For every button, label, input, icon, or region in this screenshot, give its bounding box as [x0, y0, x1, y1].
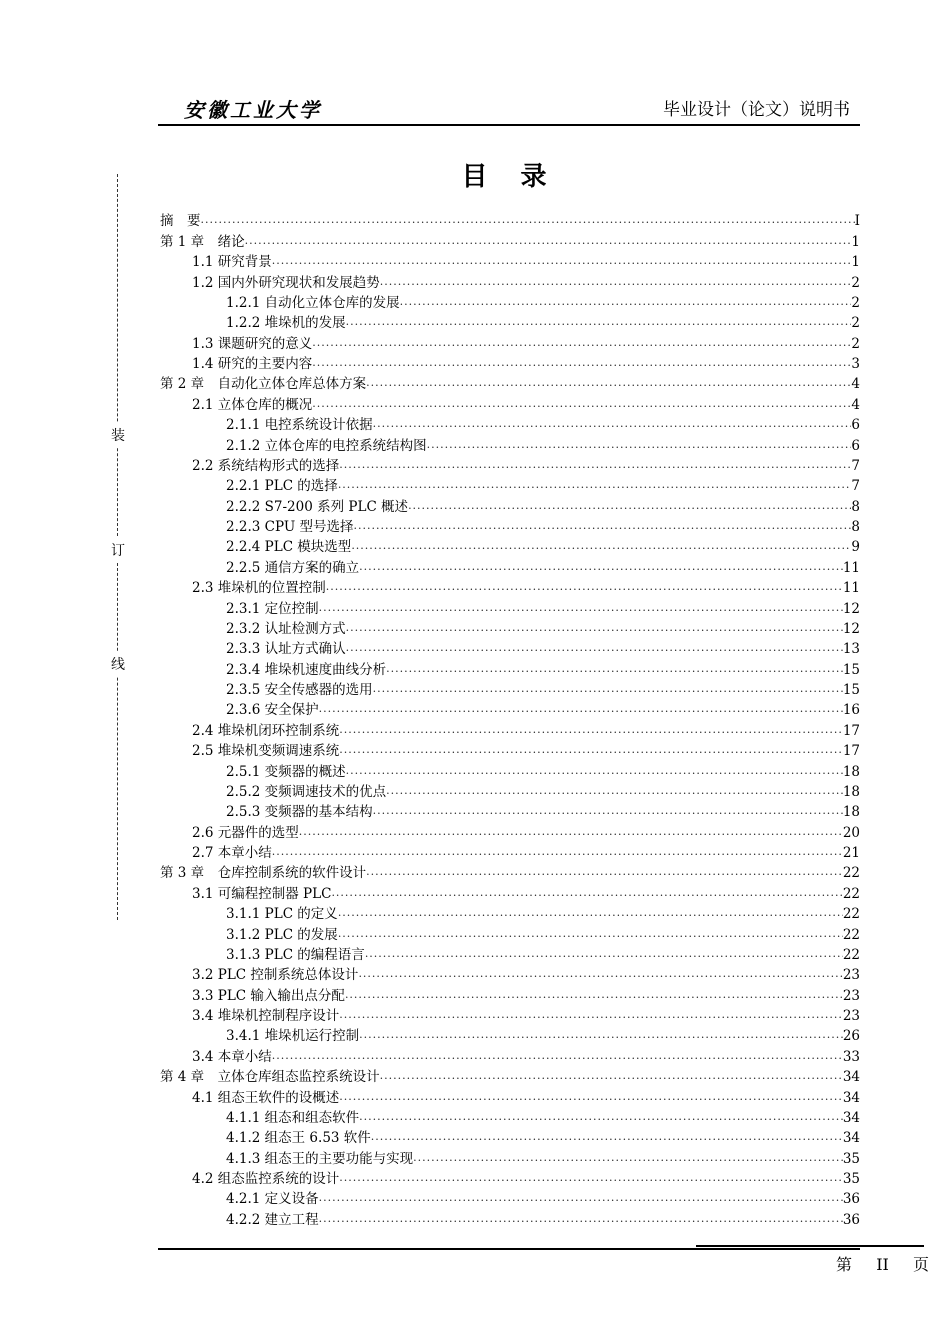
toc-entry-label: 3.2 PLC 控制系统总体设计: [192, 967, 359, 984]
toc-entry-page: 4: [851, 376, 860, 393]
toc-leader-dots: [373, 801, 843, 821]
toc-leader-dots: [380, 272, 852, 292]
toc-leader-dots: [373, 414, 852, 434]
toc-entry-page: I: [854, 213, 860, 230]
toc-entry-page: 26: [842, 1028, 860, 1045]
toc-entry-page: 22: [842, 865, 860, 882]
toc-entry-page: 6: [851, 417, 860, 434]
toc-entry-page: 13: [842, 641, 860, 658]
toc-entry[interactable]: [160, 680, 860, 700]
toc-leader-dots: [338, 903, 843, 923]
toc-entry-page: 12: [842, 600, 860, 617]
toc-leader-dots: [201, 210, 855, 230]
toc-entry-label: 2.3 堆垛机的位置控制: [192, 580, 326, 597]
toc-entry[interactable]: [160, 843, 860, 863]
toc-leader-dots: [346, 638, 843, 658]
toc-entry[interactable]: [160, 720, 860, 740]
toc-entry-label: 1.1 研究背景: [192, 254, 272, 271]
toc-entry-page: 15: [842, 682, 860, 698]
toc-entry[interactable]: [160, 639, 860, 659]
toc-leader-dots: [386, 659, 843, 679]
toc-leader-dots: [359, 1107, 843, 1127]
toc-entry[interactable]: [160, 231, 860, 251]
toc-entry[interactable]: [160, 945, 860, 965]
page-header: [158, 90, 860, 126]
toc-entry-label: 2.3.5 安全传感器的选用: [226, 682, 373, 698]
toc-leader-dots: [331, 883, 842, 903]
toc-leader-dots: [339, 1087, 843, 1107]
toc-entry[interactable]: [160, 557, 860, 577]
toc-entry[interactable]: [160, 863, 860, 883]
toc-entry-label: 2.6 元器件的选型: [192, 824, 299, 841]
toc-entry-page: 7: [851, 457, 860, 474]
toc-entry-page: 17: [842, 743, 860, 760]
toc-entry-label: 2.2.4 PLC 模块选型: [226, 539, 352, 556]
table-of-contents: [160, 211, 860, 1230]
toc-entry-label: 第 3 章 仓库控制系统的软件设计: [160, 865, 367, 882]
toc-entry[interactable]: [160, 456, 860, 476]
toc-entry-page: 12: [842, 620, 860, 637]
toc-entry-label: 3.3 PLC 输入输出点分配: [192, 987, 345, 1004]
toc-entry-page: 23: [842, 987, 860, 1004]
toc-entry-page: 18: [842, 804, 860, 821]
toc-entry-page: 22: [842, 885, 860, 902]
toc-entry[interactable]: [160, 252, 860, 272]
toc-entry-page: 22: [842, 946, 860, 963]
footer-page: II: [876, 1255, 889, 1274]
toc-entry-page: 4: [851, 396, 860, 413]
toc-entry-page: 18: [842, 783, 860, 800]
toc-entry[interactable]: [160, 1189, 860, 1209]
toc-entry-page: 15: [842, 661, 860, 678]
toc-entry[interactable]: [160, 394, 860, 414]
toc-entry-page: 8: [851, 519, 860, 535]
toc-entry-page: 2: [851, 335, 860, 352]
toc-entry-label: 2.5 堆垛机变频调速系统: [192, 743, 340, 760]
toc-entry-label: 4.1.2 组态王 6.53 软件: [226, 1130, 371, 1147]
document-type: 毕业设计（论文）说明书: [663, 100, 850, 120]
toc-entry-label: 2.4 堆垛机闭环控制系统: [192, 722, 340, 739]
toc-entry-label: 4.2.2 建立工程: [226, 1211, 319, 1228]
toc-entry[interactable]: [160, 802, 860, 822]
toc-leader-dots: [272, 842, 843, 862]
footer-page-rule: [696, 1245, 924, 1247]
toc-entry-label: 3.1 可编程控制器 PLC: [192, 885, 332, 902]
toc-entry-page: 18: [842, 763, 860, 780]
toc-entry-page: 17: [842, 722, 860, 739]
toc-entry[interactable]: [160, 578, 860, 598]
toc-entry-label: 3.4 堆垛机控制程序设计: [192, 1008, 340, 1024]
toc-leader-dots: [272, 1046, 843, 1066]
toc-entry-label: 2.1.1 电控系统设计依据: [226, 417, 373, 434]
toc-leader-dots: [366, 373, 851, 393]
toc-leader-dots: [413, 1148, 843, 1168]
toc-entry[interactable]: [160, 1148, 860, 1168]
toc-entry-page: 11: [842, 580, 860, 597]
toc-leader-dots: [351, 536, 851, 556]
binding-char-xian: 线: [108, 652, 128, 676]
toc-entry-page: 35: [842, 1150, 860, 1167]
toc-entry-label: 4.1.1 组态和组态软件: [226, 1109, 360, 1126]
toc-leader-dots: [319, 1209, 843, 1229]
toc-leader-dots: [380, 1066, 843, 1086]
toc-entry[interactable]: [160, 1087, 860, 1107]
page-title: 目 录: [461, 162, 559, 192]
toc-entry[interactable]: [160, 1006, 860, 1026]
toc-entry-page: 1: [851, 233, 860, 250]
toc-entry[interactable]: [160, 496, 860, 516]
toc-entry-page: 1: [851, 254, 860, 271]
toc-entry[interactable]: [160, 374, 860, 394]
toc-entry[interactable]: [160, 782, 860, 802]
toc-entry[interactable]: [160, 883, 860, 903]
toc-entry-label: 2.3.6 安全保护: [226, 702, 319, 719]
toc-leader-dots: [371, 1127, 843, 1147]
toc-entry-page: 2: [851, 274, 860, 291]
toc-leader-dots: [326, 577, 843, 597]
toc-entry-label: 摘 要: [160, 213, 201, 230]
toc-leader-dots: [339, 720, 843, 740]
toc-entry-page: 9: [851, 539, 860, 556]
toc-entry-page: 33: [842, 1048, 860, 1065]
toc-entry[interactable]: [160, 211, 860, 231]
toc-entry-label: 1.2 国内外研究现状和发展趋势: [192, 274, 380, 291]
toc-entry-page: 8: [851, 498, 860, 515]
toc-leader-dots: [359, 557, 843, 577]
toc-entry[interactable]: [160, 965, 860, 985]
toc-leader-dots: [386, 781, 843, 801]
toc-leader-dots: [299, 822, 843, 842]
toc-entry-page: 34: [842, 1130, 860, 1147]
toc-entry-page: 2: [851, 294, 860, 311]
toc-leader-dots: [408, 496, 851, 516]
toc-leader-dots: [338, 475, 852, 495]
toc-entry[interactable]: [160, 293, 860, 313]
toc-entry[interactable]: [160, 761, 860, 781]
toc-entry[interactable]: [160, 1169, 860, 1189]
toc-entry-label: 2.3.3 认址方式确认: [226, 641, 346, 658]
toc-leader-dots: [312, 333, 851, 353]
toc-entry[interactable]: [160, 1046, 860, 1066]
toc-entry[interactable]: [160, 313, 860, 333]
toc-entry[interactable]: [160, 985, 860, 1005]
toc-entry[interactable]: [160, 1108, 860, 1128]
toc-entry-label: 2.5.3 变频器的基本结构: [226, 804, 373, 821]
toc-leader-dots: [245, 231, 852, 251]
toc-entry-label: 3.1.1 PLC 的定义: [226, 906, 338, 923]
toc-entry-label: 2.2.1 PLC 的选择: [226, 478, 338, 495]
toc-entry-page: 34: [842, 1089, 860, 1106]
toc-entry-label: 4.2.1 定义设备: [226, 1191, 319, 1208]
toc-entry-label: 3.4 本章小结: [192, 1048, 272, 1065]
toc-entry[interactable]: [160, 333, 860, 353]
toc-entry-label: 2.1 立体仓库的概况: [192, 396, 313, 413]
binding-char-ding: 订: [108, 538, 128, 562]
toc-entry-label: 4.1 组态王软件的设概述: [192, 1089, 340, 1106]
toc-entry-label: 2.3.2 认址检测方式: [226, 620, 346, 637]
school-name: 安徽工业大学: [184, 98, 322, 122]
toc-entry[interactable]: [160, 435, 860, 455]
toc-entry[interactable]: [160, 924, 860, 944]
toc-leader-dots: [319, 598, 843, 618]
toc-entry-page: 3: [851, 356, 860, 372]
toc-entry-label: 1.3 课题研究的意义: [192, 335, 313, 352]
toc-entry-page: 7: [851, 478, 860, 495]
toc-entry[interactable]: [160, 659, 860, 679]
footer-suffix: 页: [913, 1255, 930, 1274]
toc-entry-label: 2.5.1 变频器的概述: [226, 763, 346, 780]
toc-entry-page: 23: [842, 967, 860, 984]
footer-prefix: 第: [836, 1255, 853, 1274]
toc-entry-page: 35: [842, 1171, 860, 1187]
toc-entry[interactable]: [160, 822, 860, 842]
toc-leader-dots: [359, 1025, 843, 1045]
toc-entry-page: 20: [842, 824, 860, 841]
toc-entry[interactable]: [160, 619, 860, 639]
toc-entry[interactable]: [160, 1026, 860, 1046]
toc-entry-page: 36: [842, 1211, 860, 1228]
toc-leader-dots: [339, 1005, 843, 1025]
toc-leader-dots: [346, 761, 843, 781]
toc-leader-dots: [319, 699, 843, 719]
toc-leader-dots: [346, 312, 852, 332]
toc-leader-dots: [345, 985, 843, 1005]
toc-leader-dots: [272, 251, 852, 271]
toc-entry-page: 21: [842, 845, 860, 861]
toc-leader-dots: [400, 292, 852, 312]
toc-entry-label: 2.7 本章小结: [192, 845, 272, 861]
toc-entry[interactable]: [160, 1209, 860, 1229]
toc-leader-dots: [366, 862, 843, 882]
toc-leader-dots: [427, 435, 852, 455]
toc-entry-label: 2.1.2 立体仓库的电控系统结构图: [226, 437, 427, 454]
toc-entry-page: 22: [842, 906, 860, 923]
toc-entry-label: 1.2.2 堆垛机的发展: [226, 315, 346, 332]
toc-entry-label: 第 2 章 自动化立体仓库总体方案: [160, 376, 367, 393]
toc-entry-page: 34: [842, 1109, 860, 1126]
toc-entry-label: 4.2 组态监控系统的设计: [192, 1171, 340, 1187]
toc-entry-label: 第 1 章 绪论: [160, 233, 245, 250]
toc-entry-page: 6: [851, 437, 860, 454]
toc-entry-label: 2.3.1 定位控制: [226, 600, 319, 617]
toc-entry[interactable]: [160, 904, 860, 924]
toc-entry[interactable]: [160, 517, 860, 537]
toc-entry-label: 2.3.4 堆垛机速度曲线分析: [226, 661, 387, 678]
toc-leader-dots: [358, 964, 842, 984]
toc-leader-dots: [338, 924, 843, 944]
toc-leader-dots: [346, 618, 843, 638]
toc-entry-label: 2.2.5 通信方案的确立: [226, 559, 360, 576]
toc-entry[interactable]: [160, 741, 860, 761]
toc-entry[interactable]: [160, 700, 860, 720]
toc-entry-label: 4.1.3 组态王的主要功能与实现: [226, 1150, 414, 1167]
toc-entry-label: 3.4.1 堆垛机运行控制: [226, 1028, 360, 1045]
toc-entry[interactable]: [160, 598, 860, 618]
toc-entry-label: 3.1.3 PLC 的编程语言: [226, 946, 365, 963]
toc-leader-dots: [312, 394, 851, 414]
toc-entry-label: 1.4 研究的主要内容: [192, 356, 313, 372]
binding-char-zhuang: 装: [108, 423, 128, 447]
toc-entry-label: 2.5.2 变频调速技术的优点: [226, 783, 387, 800]
toc-entry-page: 34: [842, 1069, 860, 1086]
toc-entry[interactable]: [160, 272, 860, 292]
toc-leader-dots: [339, 455, 851, 475]
toc-leader-dots: [339, 740, 843, 760]
toc-entry[interactable]: [160, 415, 860, 435]
toc-entry-page: 2: [851, 315, 860, 332]
toc-entry[interactable]: [160, 354, 860, 374]
toc-leader-dots: [312, 353, 851, 373]
toc-leader-dots: [339, 1168, 843, 1188]
toc-entry[interactable]: [160, 1067, 860, 1087]
toc-entry[interactable]: [160, 1128, 860, 1148]
toc-entry-label: 2.2.2 S7-200 系列 PLC 概述: [226, 498, 409, 515]
toc-leader-dots: [319, 1188, 843, 1208]
footer-page-number: [836, 1252, 929, 1275]
toc-entry-page: 16: [842, 702, 860, 719]
toc-entry-label: 3.1.2 PLC 的发展: [226, 926, 338, 943]
toc-entry-page: 11: [842, 559, 860, 576]
toc-entry-label: 2.2.3 CPU 型号选择: [226, 519, 354, 535]
footer-rule: [158, 1248, 860, 1250]
toc-entry-page: 36: [842, 1191, 860, 1208]
toc-leader-dots: [373, 679, 843, 699]
toc-leader-dots: [354, 516, 852, 536]
toc-leader-dots: [365, 944, 843, 964]
toc-entry[interactable]: [160, 537, 860, 557]
toc-entry-label: 1.2.1 自动化立体仓库的发展: [226, 294, 400, 311]
toc-entry-label: 第 4 章 立体仓库组态监控系统设计: [160, 1069, 380, 1086]
toc-entry[interactable]: [160, 476, 860, 496]
toc-entry-page: 22: [842, 926, 860, 943]
toc-entry-page: 23: [842, 1008, 860, 1024]
toc-entry-label: 2.2 系统结构形式的选择: [192, 457, 340, 474]
